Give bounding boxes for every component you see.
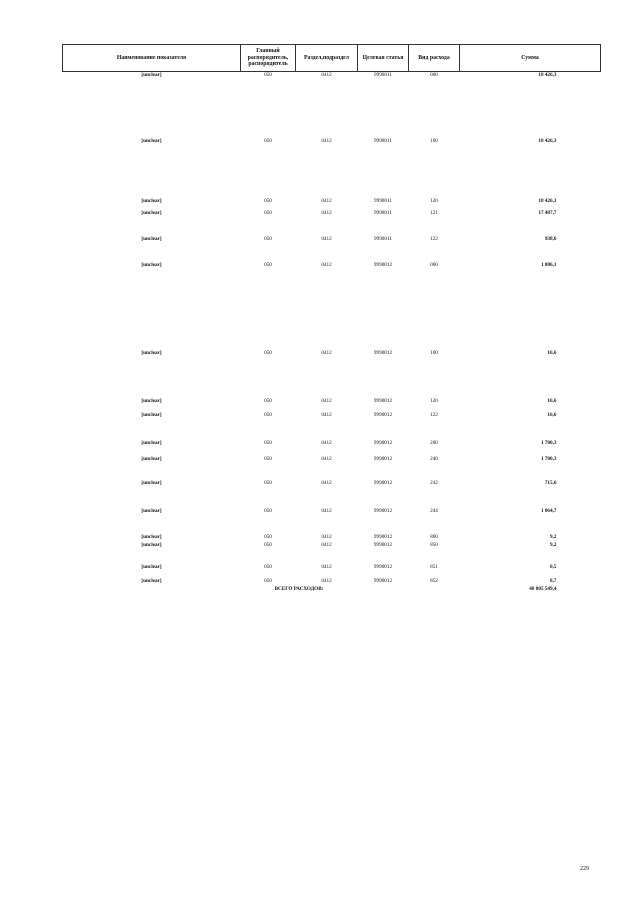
total-spacer-cs	[358, 586, 409, 592]
row-glava: 050	[264, 349, 272, 356]
table-row	[63, 210, 601, 236]
row-name: [unclear]	[141, 397, 162, 404]
row-vr: 240	[430, 455, 438, 462]
budget-document	[62, 44, 600, 592]
table-row	[63, 534, 601, 542]
row-sum: 1 064,7	[540, 507, 557, 514]
row-cs: 9990012	[373, 507, 393, 514]
row-razdel: 0412	[321, 137, 332, 144]
row-vr: 244	[430, 507, 438, 514]
row-glava: 050	[264, 197, 272, 204]
table-row	[63, 262, 601, 342]
row-name: [unclear]	[141, 72, 162, 78]
table-row	[63, 508, 601, 534]
row-razdel: 0412	[321, 197, 332, 204]
header-sum: Сумма	[460, 45, 601, 72]
row-name: [unclear]	[141, 455, 162, 462]
row-cs: 9990012	[373, 397, 393, 404]
row-glava: 050	[264, 137, 272, 144]
row-glava: 050	[264, 235, 272, 242]
row-sum: 16,6	[547, 349, 557, 356]
row-sum: 16,6	[547, 397, 557, 404]
total-spacer-vr	[409, 586, 460, 592]
row-cs: 9990011	[374, 209, 392, 216]
row-sum: 8,7	[550, 577, 557, 584]
total-sum: 48 805 549,4	[529, 585, 557, 592]
row-name: [unclear]	[141, 541, 162, 548]
row-glava: 050	[264, 72, 272, 78]
row-razdel: 0412	[321, 72, 332, 78]
row-glava: 050	[264, 455, 272, 462]
row-sum: 9,2	[550, 533, 557, 540]
row-vr: 852	[430, 577, 438, 584]
row-cs: 9990012	[373, 439, 393, 446]
row-cs: 9990012	[373, 455, 393, 462]
row-glava: 050	[264, 533, 272, 540]
row-vr: 000	[430, 72, 438, 78]
row-name: [unclear]	[141, 533, 162, 540]
row-cs: 9990011	[374, 235, 392, 242]
table-row	[63, 398, 601, 412]
expenses-table	[62, 44, 601, 592]
row-vr: 121	[430, 209, 438, 216]
row-glava: 050	[264, 541, 272, 548]
row-cs: 9990011	[374, 197, 392, 204]
table-row	[63, 440, 601, 456]
row-glava: 050	[264, 411, 272, 418]
row-cs: 9990012	[373, 411, 393, 418]
table-row	[63, 456, 601, 480]
row-razdel: 0412	[321, 455, 332, 462]
total-row	[63, 586, 601, 592]
row-sum: 1 780,3	[540, 455, 557, 462]
header-razdel: Раздел,подраздел	[296, 45, 358, 72]
row-vr: 851	[430, 563, 438, 570]
row-razdel: 0412	[321, 261, 332, 268]
row-vr: 122	[430, 235, 438, 242]
row-razdel: 0412	[321, 541, 332, 548]
row-name: [unclear]	[141, 507, 162, 514]
row-vr: 000	[430, 261, 438, 268]
row-glava: 050	[264, 479, 272, 486]
row-glava: 050	[264, 209, 272, 216]
row-razdel: 0412	[321, 507, 332, 514]
table-row	[63, 412, 601, 440]
row-vr: 200	[430, 439, 438, 446]
row-cs: 9990011	[374, 137, 392, 144]
table-header-row	[63, 45, 601, 72]
table-row	[63, 578, 601, 586]
row-sum: 16,6	[547, 411, 557, 418]
row-sum: 17 487,7	[538, 209, 557, 216]
page-number: 229	[580, 866, 589, 872]
row-cs: 9990012	[373, 533, 393, 540]
row-name: [unclear]	[141, 349, 162, 356]
header-cs: Целевая статья	[358, 45, 409, 72]
row-cs: 9990011	[374, 72, 392, 78]
row-cs: 9990012	[373, 349, 393, 356]
row-vr: 120	[430, 397, 438, 404]
row-glava: 050	[264, 397, 272, 404]
row-glava: 050	[264, 563, 272, 570]
row-name: [unclear]	[141, 479, 162, 486]
row-sum: 938,6	[544, 235, 557, 242]
row-sum: 18 426,3	[538, 137, 557, 144]
row-cs: 9990012	[373, 541, 393, 548]
row-razdel: 0412	[321, 397, 332, 404]
row-sum: 715,6	[544, 479, 557, 486]
row-name: [unclear]	[141, 411, 162, 418]
table-row	[63, 72, 601, 138]
row-name: [unclear]	[141, 235, 162, 242]
row-razdel: 0412	[321, 563, 332, 570]
row-name: [unclear]	[141, 197, 162, 204]
row-vr: 120	[430, 197, 438, 204]
row-razdel: 0412	[321, 479, 332, 486]
header-vr: Вид расхода	[409, 45, 460, 72]
row-name: [unclear]	[141, 137, 162, 144]
row-vr: 850	[430, 541, 438, 548]
table-row	[63, 342, 601, 398]
total-label: ВСЕГО РАСХОДОВ:	[274, 585, 324, 592]
row-razdel: 0412	[321, 235, 332, 242]
row-glava: 050	[264, 577, 272, 584]
row-sum: 9,2	[550, 541, 557, 548]
row-sum: 18 426,3	[538, 72, 557, 78]
header-name: Наименование показателя	[63, 45, 241, 72]
row-glava: 050	[264, 507, 272, 514]
row-name: [unclear]	[141, 439, 162, 446]
table-row	[63, 480, 601, 508]
table-row	[63, 190, 601, 210]
total-spacer	[63, 586, 241, 592]
table-row	[63, 236, 601, 262]
row-razdel: 0412	[321, 533, 332, 540]
row-razdel: 0412	[321, 411, 332, 418]
row-vr: 800	[430, 533, 438, 540]
row-sum: 0,5	[550, 563, 557, 570]
row-razdel: 0412	[321, 439, 332, 446]
row-name: [unclear]	[141, 209, 162, 216]
row-glava: 050	[264, 261, 272, 268]
row-sum: 1 780,3	[540, 439, 557, 446]
row-razdel: 0412	[321, 349, 332, 356]
row-vr: 100	[430, 349, 438, 356]
row-glava: 050	[264, 439, 272, 446]
row-name: [unclear]	[141, 577, 162, 584]
table-row	[63, 542, 601, 556]
table-row	[63, 138, 601, 190]
row-sum: 18 426,3	[538, 197, 557, 204]
row-cs: 9990012	[373, 577, 393, 584]
row-sum: 1 806,1	[540, 261, 557, 268]
row-cs: 9990012	[373, 261, 393, 268]
table-row	[63, 556, 601, 578]
row-cs: 9990012	[373, 479, 393, 486]
row-name: [unclear]	[141, 563, 162, 570]
header-glava: Главный распорядитель, распорядитель	[241, 45, 296, 72]
row-cs: 9990012	[373, 563, 393, 570]
row-razdel: 0412	[321, 577, 332, 584]
row-name: [unclear]	[141, 261, 162, 268]
row-vr: 122	[430, 411, 438, 418]
row-razdel: 0412	[321, 209, 332, 216]
row-vr: 242	[430, 479, 438, 486]
row-vr: 100	[430, 137, 438, 144]
